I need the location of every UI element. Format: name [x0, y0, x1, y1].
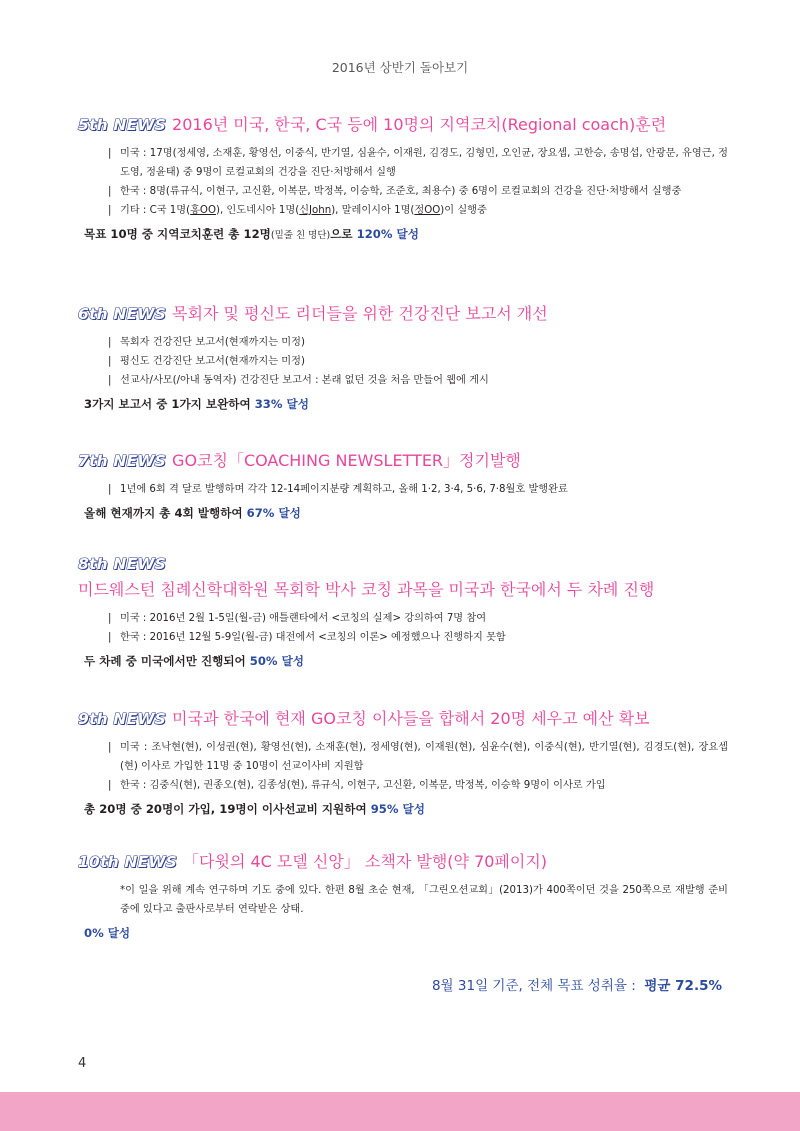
news-10-tag: 10th NEWS [78, 853, 178, 871]
news-8-section [78, 552, 728, 669]
page-number: 4 [78, 1056, 87, 1071]
news-10-summary [84, 925, 728, 941]
news-10-heading [78, 850, 728, 874]
news-8-heading [78, 552, 728, 576]
news-6-items [108, 333, 728, 390]
list-item: | 한국 : 김중식(현), 권종오(현), 김종성(현), 류규식, 이현구, 고신환, 이복문, 박정복, 이승학 9명이 이사로 가입 [108, 780, 606, 791]
news-9-section [78, 707, 728, 817]
list-item: | 평신도 건강진단 보고서(현재까지는 미정) [108, 356, 305, 367]
achievement-rate: 33% 달성 [254, 397, 309, 411]
list-item: | 미국 : 조낙현(현), 이성권(현), 황영선(현), 소재훈(현), 정세영(현), 이재원(현), 심윤수(현), 이중식(현), 반기열(현), 김경도(현), 장요셉(현) 이사로 가입한 11명 중 10명이 선교이사비 지원함 [108, 742, 728, 772]
list-item: | 선교사/사모(/아내 동역자) 건강진단 보고서 : 본래 없던 것을 처음 만들어 웹에 게시 [108, 375, 489, 386]
news-10-section [78, 850, 728, 941]
news-5-section [78, 113, 728, 242]
list-item: | 미국 : 17명(정세영, 소재훈, 황영선, 이중식, 반기열, 심윤수, 이재원, 김경도, 김형민, 오인균, 장요셉, 고한승, 송명섭, 안광문, 유영근, 정도영, 정윤태) 중 9명이 로컬교회의 건강을 진단·처방해서 실행 [108, 148, 728, 178]
news-6-tag: 6th NEWS [78, 305, 167, 323]
news-9-summary: 총 20명 중 20명이 가입, 19명이 이사선교비 지원하여 95% 달성 [84, 802, 425, 816]
news-7-section [78, 449, 728, 521]
news-5-title: 2016년 미국, 한국, C국 등에 10명의 지역코치(Regional coach)훈련 [172, 115, 667, 134]
list-item: | 미국 : 2016년 2월 1-5일(월-금) 애틀랜타에서 <코칭의 실제> 강의하여 7명 참여 [108, 613, 487, 624]
underlined-name: 정OO [414, 205, 441, 216]
news-7-tag: 7th NEWS [78, 452, 167, 470]
news-5-tag: 5th NEWS [78, 116, 167, 134]
achievement-rate: 67% 달성 [246, 506, 301, 520]
list-item: *이 일을 위해 계속 연구하며 기도 중에 있다. 한편 8월 초순 현재, 「그린오션교회」(2013)가 400쪽이던 것을 250쪽으로 재발행 준비 중에 있다고 출판사로부터 연락받은 상태. [120, 885, 728, 915]
news-9-title: 미국과 한국에 현재 GO코칭 이사들을 합해서 20명 세우고 예산 확보 [172, 709, 650, 728]
news-7-heading [78, 449, 728, 473]
news-7-title: GO코칭「COACHING NEWSLETTER」정기발행 [172, 451, 521, 470]
news-9-heading [78, 707, 728, 731]
news-6-title: 목회자 및 평신도 리더들을 위한 건강진단 보고서 개선 [172, 304, 548, 323]
achievement-rate: 50% 달성 [249, 654, 304, 668]
news-9-tag: 9th NEWS [78, 710, 167, 728]
list-item: | 한국 : 8명(류규식, 이현구, 고신환, 이복문, 박정복, 이승학, 조준호, 최용수) 중 6명이 로컬교회의 건강을 진단·처방해서 실행중 [108, 186, 682, 197]
news-5-heading [78, 113, 728, 137]
news-6-summary: 3가지 보고서 중 1가지 보완하여 33% 달성 [84, 397, 309, 411]
underlined-name: 홍OO [190, 205, 216, 216]
list-item: | 목회자 건강진단 보고서(현재까지는 미정) [108, 337, 305, 348]
achievement-rate: 95% 달성 [370, 802, 425, 816]
page-header: 2016년 상반기 돌아보기 [331, 60, 469, 75]
news-8-title: 미드웨스턴 침례신학대학원 목회학 박사 코칭 과목을 미국과 한국에서 두 차례 진행 [78, 580, 655, 599]
list-item: | 한국 : 2016년 12월 5-9일(월-금) 대전에서 <코칭의 이론> 예정했으나 진행하지 못함 [108, 632, 506, 643]
news-6-section [78, 302, 728, 412]
news-9-items [108, 738, 728, 795]
news-5-summary: 목표 10명 중 지역코치훈련 총 12명(밑줄 친 명단)으로 120% 달성 [84, 227, 419, 241]
news-8-summary: 두 차례 중 미국에서만 진행되어 50% 달성 [84, 654, 304, 668]
news-6-heading [78, 302, 728, 326]
news-8-items [108, 609, 728, 647]
achievement-rate: 0% 달성 [84, 926, 131, 940]
list-item: | 기타 : C국 1명(홍OO), 인도네시아 1명(신John), 말레이시아 1명(정OO)이 실행중 [108, 205, 487, 216]
underlined-name: 신John [299, 205, 332, 216]
news-5-items [108, 144, 728, 220]
overall-average: 평균 72.5% [644, 978, 722, 994]
overall-label: 8월 31일 기준, 전체 목표 성취율 : [431, 978, 636, 994]
news-7-summary: 올해 현재까지 총 4회 발행하여 67% 달성 [84, 506, 301, 520]
news-10-items [108, 881, 728, 919]
news-7-items [108, 480, 728, 499]
footer-band [0, 1092, 800, 1131]
list-item: | 1년에 6회 격 달로 발행하며 각각 12-14페이지분량 계획하고, 올해 1·2, 3·4, 5·6, 7·8월호 발행완료 [108, 484, 568, 495]
achievement-rate: 120% 달성 [356, 227, 419, 241]
news-10-title: 「다윗의 4C 모델 신앙」 소책자 발행(약 70페이지) [183, 852, 548, 871]
news-8-tag: 8th NEWS [78, 555, 167, 573]
overall-achievement [432, 974, 722, 994]
